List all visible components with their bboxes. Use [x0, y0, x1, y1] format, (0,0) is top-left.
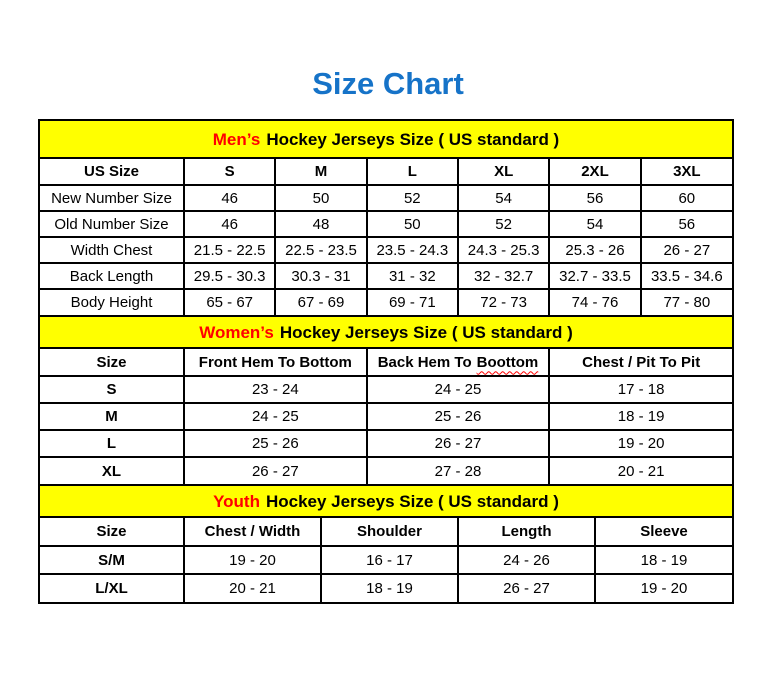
- column-header-chest-width: Chest / Width: [184, 518, 321, 546]
- size-value: 74 - 76: [549, 289, 640, 315]
- column-header-2xl: 2XL: [549, 159, 640, 185]
- size-value: 20 - 21: [617, 462, 665, 480]
- column-header-size: Size: [40, 518, 184, 546]
- column-header-chest-pit: Chest / Pit To Pit: [549, 349, 732, 376]
- table-row-women-l: [40, 430, 732, 457]
- size-value: 29.5 - 30.3: [184, 263, 275, 289]
- size-value: 69 - 71: [367, 289, 458, 315]
- row-label: L: [40, 430, 184, 457]
- section-heading-youth-prefix: Youth: [213, 491, 260, 511]
- size-value: 48: [275, 211, 366, 237]
- size-value: 16 - 17: [321, 546, 458, 574]
- table-header-row: [40, 518, 732, 546]
- size-value: 17 - 18: [549, 376, 732, 403]
- table-row-body-height: [40, 289, 732, 315]
- row-label: S/M: [40, 546, 184, 574]
- size-value: 50: [275, 185, 366, 211]
- youth-size-table: [40, 518, 732, 602]
- size-value: 18 - 19: [595, 546, 732, 574]
- size-value: 30.3 - 31: [275, 263, 366, 289]
- size-value: 24 - 25: [184, 403, 367, 430]
- size-value: 60: [641, 185, 732, 211]
- column-header-l: L: [367, 159, 458, 185]
- table-row-women-xl: [40, 457, 732, 484]
- size-value: 52: [367, 185, 458, 211]
- mens-size-table: [40, 159, 732, 315]
- size-value: 23.5 - 24.3: [367, 237, 458, 263]
- row-label: S: [40, 376, 184, 403]
- size-value: 18 - 19: [321, 574, 458, 602]
- table-row-youth-lxl: [40, 574, 732, 602]
- table-row-women-s: [40, 376, 732, 403]
- size-value: 65 - 67: [184, 289, 275, 315]
- size-value: 20 - 21: [184, 574, 321, 602]
- size-value: 50: [367, 211, 458, 237]
- size-value: 54: [458, 185, 549, 211]
- table-header-row: [40, 349, 732, 376]
- size-value: 26 - 27: [641, 237, 732, 263]
- section-heading-womens-prefix: Women’s: [199, 322, 274, 342]
- size-value: 26 - 27: [458, 574, 595, 602]
- size-value: 26 - 27: [184, 457, 367, 484]
- row-label: Body Height: [40, 289, 184, 315]
- size-value: 46: [184, 211, 275, 237]
- size-value: 56: [549, 185, 640, 211]
- table-header-row: [40, 159, 732, 185]
- column-header-front-hem: Front Hem To Bottom: [184, 349, 367, 376]
- row-label: New Number Size: [40, 185, 184, 211]
- size-value: 25 - 26: [367, 403, 550, 430]
- column-header-size: Size: [40, 349, 184, 376]
- column-header-length: Length: [458, 518, 595, 546]
- section-heading-mens-text: Hockey Jerseys Size ( US standard ): [266, 129, 560, 149]
- misspelled-word-squiggle: Boottom: [476, 353, 539, 371]
- size-value: 25 - 26: [184, 430, 367, 457]
- column-header-us-size: US Size: [40, 159, 184, 185]
- section-heading-womens: [40, 315, 732, 349]
- size-value: 32 - 32.7: [458, 263, 549, 289]
- section-heading-youth: [40, 484, 732, 518]
- size-value: 18 - 19: [549, 403, 732, 430]
- size-value: 31 - 32: [367, 263, 458, 289]
- size-value: 26 - 27: [367, 430, 550, 457]
- size-value: 54: [549, 211, 640, 237]
- table-row-women-m: [40, 403, 732, 430]
- womens-size-table: [40, 349, 732, 484]
- section-heading-youth-text: Hockey Jerseys Size ( US standard ): [265, 491, 559, 511]
- row-label: Width Chest: [40, 237, 184, 263]
- table-row-youth-sm: [40, 546, 732, 574]
- column-header-s: S: [184, 159, 275, 185]
- size-value: 23 - 24: [184, 376, 367, 403]
- size-value: 24.3 - 25.3: [458, 237, 549, 263]
- column-header-shoulder: Shoulder: [321, 518, 458, 546]
- size-value: 32.7 - 33.5: [549, 263, 640, 289]
- row-label: Old Number Size: [40, 211, 184, 237]
- table-row-old-number-size: [40, 211, 732, 237]
- size-value: 67 - 69: [275, 289, 366, 315]
- section-heading-mens: [40, 121, 732, 159]
- size-chart-tables: [38, 119, 734, 604]
- size-value: 46: [184, 185, 275, 211]
- size-value: 21.5 - 22.5: [184, 237, 275, 263]
- size-value: 19 - 20: [184, 546, 321, 574]
- row-label: M: [40, 403, 184, 430]
- size-value: 25.3 - 26: [549, 237, 640, 263]
- size-value: 33.5 - 34.6: [641, 263, 732, 289]
- column-header-m: M: [275, 159, 366, 185]
- size-value: 22.5 - 23.5: [275, 237, 366, 263]
- table-row-new-number-size: [40, 185, 732, 211]
- row-label: Back Length: [40, 263, 184, 289]
- row-label: XL: [40, 457, 184, 484]
- size-value: 19 - 20: [640, 580, 688, 597]
- table-row-width-chest: [40, 237, 732, 263]
- size-value: 19 - 20: [549, 430, 732, 457]
- size-value: 27 - 28: [367, 457, 550, 484]
- size-value: 24 - 25: [367, 376, 550, 403]
- column-header-xl: XL: [458, 159, 549, 185]
- section-heading-mens-prefix: Men’s: [212, 129, 261, 149]
- size-value: 72 - 73: [458, 289, 549, 315]
- size-value: 77 - 80: [663, 294, 711, 311]
- size-value: 24 - 26: [458, 546, 595, 574]
- size-value: 56: [641, 211, 732, 237]
- page-title: Size Chart: [312, 66, 464, 101]
- column-header-3xl: 3XL: [641, 159, 732, 185]
- column-header-sleeve: Sleeve: [595, 518, 732, 546]
- table-row-back-length: [40, 263, 732, 289]
- row-label: L/XL: [40, 574, 184, 602]
- column-header-back-hem-text: Back Hem To: [377, 353, 472, 371]
- size-value: 52: [458, 211, 549, 237]
- column-header-back-hem: [367, 349, 550, 376]
- section-heading-womens-text: Hockey Jerseys Size ( US standard ): [279, 322, 573, 342]
